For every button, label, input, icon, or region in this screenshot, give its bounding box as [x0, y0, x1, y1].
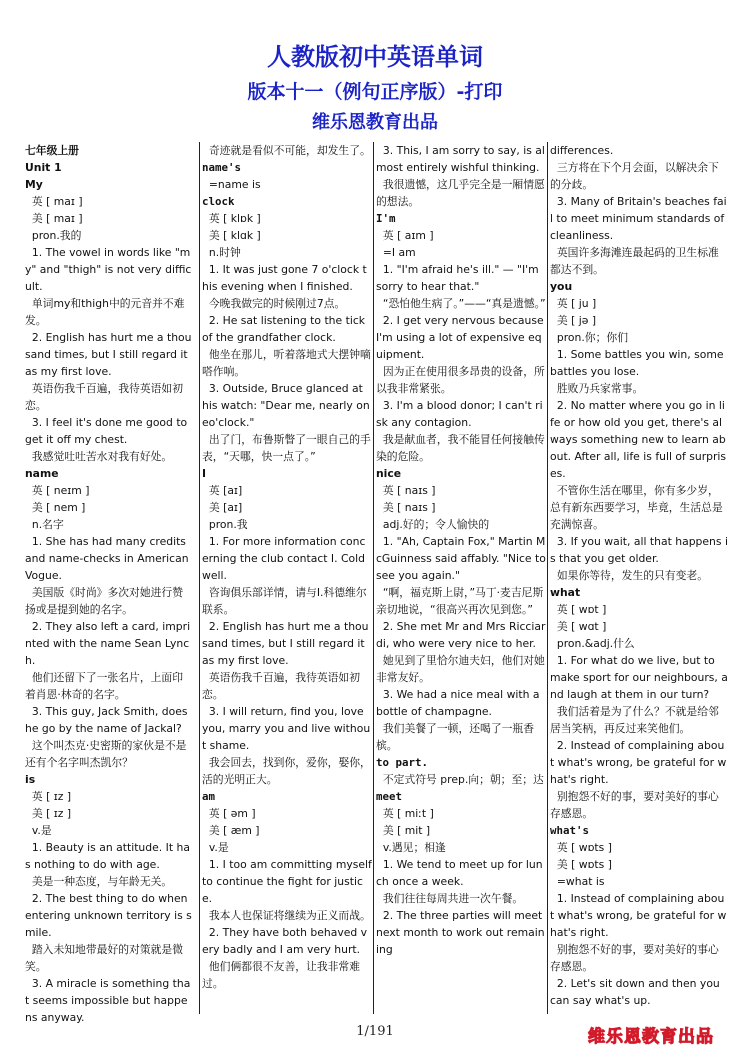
entry-line: 美 [ æm ]: [202, 824, 260, 837]
entry-line: 1. Beauty is an attitude. It has nothing to do with age.: [25, 841, 190, 871]
entry-line: 这个叫杰克·史密斯的家伙是不是还有个名字叫杰凯尔？: [25, 739, 187, 769]
entry-line: “啊，福克斯上尉，”马丁·麦吉尼斯亲切地说，“很高兴再次见到您。”: [376, 586, 544, 616]
entry-headword: nice: [376, 467, 402, 480]
entry-line: 我很遗憾，这几乎完全是一厢情愿的想法。: [376, 178, 545, 208]
entry-line: 咨询俱乐部详情，请与I.科德维尔联系。: [202, 586, 367, 616]
entry-line: 我感觉吐吐苦水对我有好处。: [25, 450, 173, 463]
entry-headword: to part.: [376, 756, 429, 769]
entry-line: 别抱怨不好的事，要对美好的事心存感恩。: [550, 790, 719, 820]
entry-line: 美 [ naɪs ]: [376, 501, 436, 514]
column-2: [199, 142, 376, 1014]
entry-line: 2. Let's sit down and then you can say what's up.: [550, 977, 724, 1007]
entry-line: 3. We had a nice meal with a bottle of champagne.: [376, 688, 543, 718]
entry-line: 3. This, I am sorry to say, is almost entirely wishful thinking.: [376, 144, 545, 174]
entry-line: 英语伤我千百遍，我待英语如初恋。: [202, 671, 361, 701]
page-number: 1/191: [356, 1024, 394, 1039]
entry-line: 美是一种态度，与年龄无关。: [25, 875, 173, 888]
entry-line: pron.你；你们: [550, 331, 628, 344]
entry-line: 我是献血者，我不能冒任何接触传染的危险。: [376, 433, 545, 463]
entry-line: =I am: [376, 246, 416, 259]
entry-line: 美 [aɪ]: [202, 501, 243, 514]
entry-line: 英 [ wɒts ]: [550, 841, 612, 854]
entry-line: 三方将在下个月会面，以解决余下的分歧。: [550, 161, 719, 191]
entry-line: 2. They also left a card, imprinted with the name Sean Lynch.: [25, 620, 191, 667]
entry-line: 我们美餐了一顿，还喝了一瓶香槟。: [376, 722, 535, 752]
entry-line: 英 [ wɒt ]: [550, 603, 607, 616]
entry-line: 美 [ maɪ ]: [25, 212, 83, 225]
entry-line: 英 [ ɪz ]: [25, 790, 72, 803]
entry-line: 英 [ miːt ]: [376, 807, 434, 820]
entry-line: 1. For more information concerning the club contact I. Coldwell.: [202, 535, 366, 582]
entry-line: 1. "Ah, Captain Fox," Martin McGuinness said affably. "Nice to see you again.": [376, 535, 550, 582]
entry-line: 3. A miracle is something that seems impossible but happens anyway.: [25, 977, 191, 1024]
entry-line: 2. I get very nervous because I'm using a lot of expensive equipment.: [376, 314, 548, 361]
entry-line: 2. Instead of complaining about what's wrong, be grateful for what's right.: [550, 739, 727, 786]
entry-line: 出了门，布鲁斯瞥了一眼自己的手表，“天哪，快一点了。”: [202, 433, 371, 463]
entry-line: 3. This guy, Jack Smith, does he go by the name of Jackal?: [25, 705, 191, 735]
entry-line: 美 [ nem ]: [25, 501, 86, 514]
entry-line: 美 [ mit ]: [376, 824, 431, 837]
page-title: 人教版初中英语单词: [267, 43, 483, 71]
entry-line: 美国版《时尚》多次对她进行赞扬或是提到她的名字。: [25, 586, 184, 616]
entry-line: 我们活着是为了什么？不就是给邻居当笑柄，再反过来笑他们。: [550, 705, 719, 735]
entry-line: 1. I too am committing myself to continue the fight for justice.: [202, 858, 376, 905]
entry-headword: clock: [202, 195, 235, 208]
entry-headword: what: [550, 586, 581, 599]
entry-line: 我们往往每周共进一次午餐。: [376, 892, 524, 905]
entry-line: 今晚我做完的时候刚过7点。: [202, 297, 346, 310]
entry-line: n.时钟: [202, 246, 241, 259]
entry-line: v.是: [25, 824, 52, 837]
entry-line: 2. The best thing to do when entering unknown territory is smile.: [25, 892, 192, 939]
entry-line: 我会回去，找到你，爱你，娶你，活的光明正大。: [202, 756, 371, 786]
entry-line: 3. Many of Britain's beaches fail to meet minimum standards of cleanliness.: [550, 195, 728, 242]
entry-line: pron.我: [202, 518, 248, 531]
entry-line: 2. English has hurt me a thousand times, but I still regard it as my first love.: [202, 620, 369, 667]
entry-line: 他坐在那儿，听着落地式大摆钟嘀嗒作响。: [202, 348, 371, 378]
entry-line: v.是: [202, 841, 229, 854]
entry-line: 英 [ neɪm ]: [25, 484, 90, 497]
entry-headword: name's: [202, 161, 242, 174]
entry-line: 美 [ wɒts ]: [550, 858, 612, 871]
entry-line: 美 [ jə ]: [550, 314, 597, 327]
entry-line: 2. No matter where you go in life or how old you get, there's always something new to learn about. After all, life is full of surprises.: [550, 399, 727, 480]
entry-line: 3. I feel it's done me good to get it off my chest.: [25, 416, 191, 446]
entry-line: v.遇见；相逢: [376, 841, 446, 854]
column-4: [547, 142, 728, 1014]
entry-line: 英 [ əm ]: [202, 807, 256, 820]
entry-headword: My: [25, 178, 43, 191]
entry-headword: 七年级上册: [25, 144, 79, 157]
publisher-line: 维乐恩教育出品: [312, 112, 438, 133]
entry-line: 胜败乃兵家常事。: [550, 382, 644, 395]
entry-line: 不管你生活在哪里，你有多少岁，总有新东西要学习，毕竟，生活总是充满惊喜。: [550, 484, 723, 531]
title-block: [0, 40, 750, 136]
entry-line: 他们还留下了一张名片，上面印着肖恩·林奇的名字。: [25, 671, 184, 701]
entry-line: pron.&adj.什么: [550, 637, 635, 650]
entry-line: 单词my和thigh中的元音并不难发。: [25, 297, 185, 327]
entry-line: 美 [ wɑt ]: [550, 620, 607, 633]
entry-line: 美 [ ɪz ]: [25, 807, 72, 820]
entry-line: 英 [ naɪs ]: [376, 484, 436, 497]
entry-headword: what's: [550, 824, 590, 837]
entry-headword: I: [202, 467, 207, 480]
entry-line: 美 [ klɑk ]: [202, 229, 261, 242]
entry-line: 奇迹就是看似不可能，却发生了。: [202, 144, 371, 157]
entry-line: =what is: [550, 875, 605, 888]
entry-line: 2. She met Mr and Mrs Ricciardi, who were very nice to her.: [376, 620, 546, 650]
entry-line: 不定式符号 prep.向；朝；至；达: [376, 773, 544, 786]
entry-line: 我本人也保证将继续为正义而战。: [202, 909, 371, 922]
entry-line: 英 [ aɪm ]: [376, 229, 434, 242]
entry-line: 2. He sat listening to the tick of the grandfather clock.: [202, 314, 369, 344]
entry-line: 她见到了里恰尔迪夫妇，他们对她非常友好。: [376, 654, 545, 684]
entry-line: 2. They have both behaved very badly and I am very hurt.: [202, 926, 368, 956]
entry-line: 英语伤我千百遍，我待英语如初恋。: [25, 382, 184, 412]
entry-line: 1. Instead of complaining about what's wrong, be grateful for what's right.: [550, 892, 727, 939]
watermark-stamp: 维乐恩教育出品: [588, 1027, 714, 1047]
entry-line: 英 [ maɪ ]: [25, 195, 83, 208]
entry-headword: is: [25, 773, 36, 786]
entry-headword: am: [202, 790, 216, 803]
entry-line: 2. English has hurt me a thousand times, but I still regard it as my first love.: [25, 331, 192, 378]
entry-line: 1. Some battles you win, some battles you lose.: [550, 348, 727, 378]
entry-line: adj.好的；令人愉快的: [376, 518, 490, 531]
entry-line: 别抱怨不好的事，要对美好的事心存感恩。: [550, 943, 719, 973]
entry-line: “恐怕他生病了。”——“真是遗憾。”: [376, 297, 546, 310]
entry-line: 1. "I'm afraid he's ill." — "I'm sorry to hear that.": [376, 263, 543, 293]
entry-line: differences.: [550, 144, 614, 157]
entry-line: 英 [ ju ]: [550, 297, 597, 310]
column-1: [25, 142, 193, 1024]
entry-line: 3. Outside, Bruce glanced at his watch: "Dear me, nearly oneo'clock.": [202, 382, 370, 429]
entry-line: 英国许多海滩连最起码的卫生标准都达不到。: [550, 246, 719, 276]
entry-line: 踏入未知地带最好的对策就是微笑。: [25, 943, 184, 973]
entry-line: n.名字: [25, 518, 64, 531]
column-3: [373, 142, 550, 1014]
entry-line: 3. I'm a blood donor; I can't risk any contagion.: [376, 399, 543, 429]
entry-line: 1. We tend to meet up for lunch once a week.: [376, 858, 543, 888]
entry-line: 1. For what do we live, but to make sport for our neighbours, and laugh at them in our turn?: [550, 654, 728, 701]
page-subtitle: 版本十一（例句正序版）-打印: [247, 81, 503, 103]
entry-headword: Unit 1: [25, 161, 62, 174]
entry-line: 如果你等待，发生的只有变老。: [550, 569, 709, 582]
entry-line: 1. The vowel in words like "my" and "thigh" is not very difficult.: [25, 246, 192, 293]
entry-line: 他们俩都很不友善，让我非常难过。: [202, 960, 361, 990]
entry-headword: name: [25, 467, 59, 480]
entry-line: 因为正在使用很多昂贵的设备，所以我非常紧张。: [376, 365, 545, 395]
entry-line: 1. It was just gone 7 o'clock this evening when I finished.: [202, 263, 367, 293]
entry-line: pron.我的: [25, 229, 82, 242]
entry-line: =name is: [202, 178, 261, 191]
entry-headword: you: [550, 280, 573, 293]
entry-line: 3. If you wait, all that happens is that you get older.: [550, 535, 728, 565]
entry-line: 英 [aɪ]: [202, 484, 243, 497]
entry-line: 3. I will return, find you, love you, marry you and live without shame.: [202, 705, 371, 752]
entry-headword: I'm: [376, 212, 396, 225]
entry-headword: meet: [376, 790, 403, 803]
entry-line: 2. The three parties will meet next month to work out remaining: [376, 909, 546, 956]
entry-line: 英 [ klɒk ]: [202, 212, 261, 225]
entry-line: 1. She has had many credits and name-checks in American Vogue.: [25, 535, 193, 582]
